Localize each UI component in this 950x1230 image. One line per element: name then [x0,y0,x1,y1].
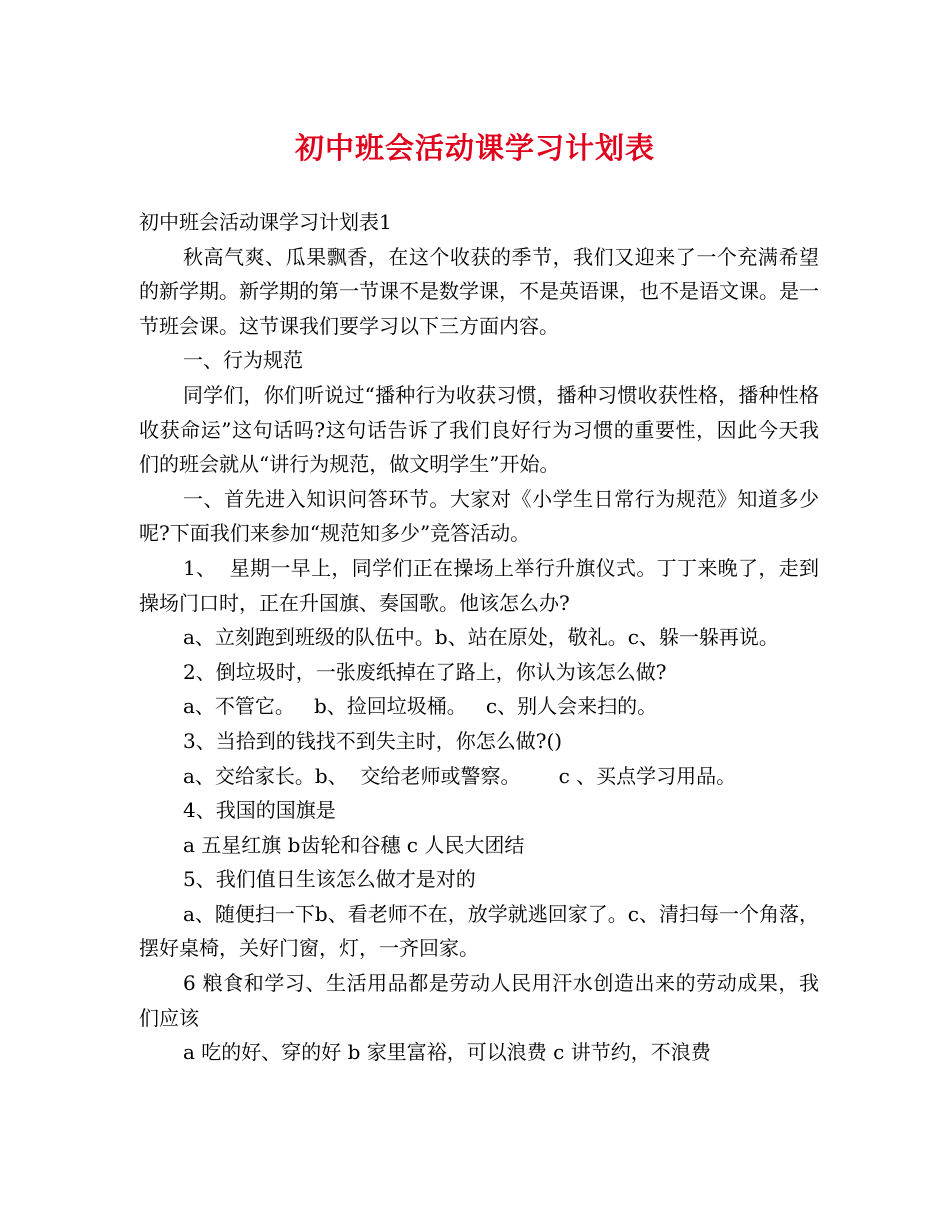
question-3: 3、当拾到的钱找不到失主时，你怎么做?() [183,728,563,753]
answer-options-6: a 吃的好、穿的好 b 家里富裕，可以浪费 c 讲节约，不浪费 [183,1040,711,1065]
question-5: 5、我们值日生该怎么做才是对的 [183,867,476,892]
answer-options-1: a、立刻跑到班级的队伍中。b、站在原处，敬礼。c、躲一躲再说。 [183,625,779,650]
answer-options-5: a、随便扫一下b、看老师不在，放学就逃回家了。c、清扫每一个角落，摆好桌椅，关好门窗，灯，一齐回家。 [139,901,819,961]
paragraph-habits: 同学们，你们听说过“播种行为收获习惯，播种习惯收获性格，播种性格收获命运”这句话吗?这句话告诉了我们良好行为习惯的重要性，因此今天我们的班会就从“讲行为规范，做文明学生”开始。 [139,382,819,477]
document-body [139,205,819,1070]
paragraph-intro: 秋高气爽、瓜果飘香，在这个收获的季节，我们又迎来了一个充满希望的新学期。新学期的第一节课不是数学课，不是英语课，也不是语文课。是一节班会课。这节课我们要学习以下三方面内容。 [139,244,819,338]
answer-options-3: a、交给家长。b、 交给老师或警察。 c 、买点学习用品。 [183,763,737,788]
question-6: 6 粮食和学习、生活用品都是劳动人民用汗水创造出来的劳动成果，我们应该 [139,971,819,1030]
answer-options-4: a 五星红旗 b齿轮和谷穗 c 人民大团结 [183,832,525,857]
paragraph-quiz-intro: 一、首先进入知识问答环节。大家对《小学生日常行为规范》知道多少呢?下面我们来参加“规范知多少”竞答活动。 [139,486,819,546]
heading-behavior-norms: 一、行为规范 [183,348,303,373]
question-1: 1、 星期一早上，同学们正在操场上举行升旗仪式。丁丁来晚了，走到操场门口时，正在升国旗、奏国歌。他该怎么办? [139,555,819,615]
question-2: 2、倒垃圾时，一张废纸掉在了路上，你认为该怎么做? [183,659,667,684]
document-title: 初中班会活动课学习计划表 [294,131,655,165]
question-4: 4、我国的国旗是 [183,798,336,823]
answer-options-2: a、不管它。 b、捡回垃圾桶。 c、别人会来扫的。 [183,694,658,719]
section-heading: 初中班会活动课学习计划表1 [139,210,392,234]
